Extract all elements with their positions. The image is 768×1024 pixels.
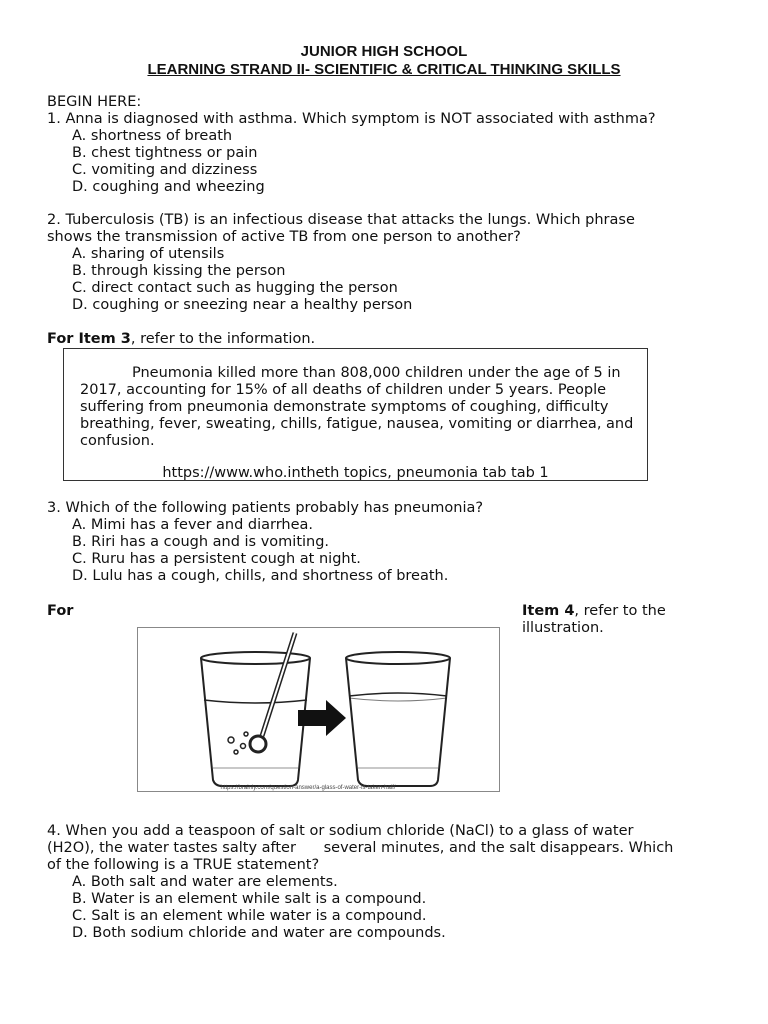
item4-reference-line2: illustration. [522, 620, 604, 636]
glass-of-water-icon [346, 652, 450, 786]
item4-reference [522, 603, 666, 620]
glasses-drawing [138, 628, 499, 791]
q2-option-a: A. sharing of utensils [72, 246, 225, 262]
q3-option-c: C. Ruru has a persistent cough at night. [72, 551, 361, 567]
item3-reference-text: , refer to the information. [130, 331, 316, 347]
illustration-caption: https://brainly.com/question-answer/a-glass-of-water-is-taken-half/ [220, 785, 396, 791]
q2-stem-line1: 2. Tuberculosis (TB) is an infectious disease that attacks the lungs. Which phrase [47, 212, 635, 228]
begin-here-label: BEGIN HERE: [47, 94, 142, 110]
salt-dissolving-illustration [137, 627, 500, 792]
learning-strand-title: LEARNING STRAND II- SCIENTIFIC & CRITICAL THINKING SKILLS [147, 61, 621, 78]
q1-option-d: D. coughing and wheezing [72, 179, 265, 195]
item4-reference-for: For [47, 603, 74, 619]
q4-option-d: D. Both sodium chloride and water are compounds. [72, 925, 446, 941]
q1-option-c: C. vomiting and dizziness [72, 162, 258, 178]
q4-stem-line2: (H2O), the water tastes salty after several minutes, and the salt disappears. Which [47, 840, 674, 856]
item4-reference-text: , refer to the [574, 603, 666, 619]
q4-option-c: C. Salt is an element while water is a compound. [72, 908, 427, 924]
q2-option-d: D. coughing or sneezing near a healthy person [72, 297, 413, 313]
pneumonia-info-source: https://www.who.intheth topics, pneumonia tab tab 1 [162, 465, 549, 481]
q4-stem-line3: of the following is a TRUE statement? [47, 857, 320, 873]
q3-stem: 3. Which of the following patients probably has pneumonia? [47, 500, 484, 516]
q1-option-b: B. chest tightness or pain [72, 145, 258, 161]
item3-reference [47, 331, 315, 348]
item3-reference-bold: For Item 3 [47, 331, 131, 347]
q2-option-b: B. through kissing the person [72, 263, 286, 279]
glass-with-spoon-icon [201, 633, 310, 786]
q2-option-c: C. direct contact such as hugging the person [72, 280, 398, 296]
item4-reference-bold: Item 4 [522, 603, 575, 619]
q3-option-a: A. Mimi has a fever and diarrhea. [72, 517, 314, 533]
q1-option-a: A. shortness of breath [72, 128, 233, 144]
q2-stem-line2: shows the transmission of active TB from one person to another? [47, 229, 521, 245]
q3-option-d: D. Lulu has a cough, chills, and shortness of breath. [72, 568, 449, 584]
q4-stem-line1: 4. When you add a teaspoon of salt or sodium chloride (NaCl) to a glass of water [47, 823, 634, 839]
q4-option-a: A. Both salt and water are elements. [72, 874, 338, 890]
school-level-title: JUNIOR HIGH SCHOOL [300, 43, 468, 60]
q1-stem: 1. Anna is diagnosed with asthma. Which symptom is NOT associated with asthma? [47, 111, 656, 127]
q3-option-b: B. Riri has a cough and is vomiting. [72, 534, 330, 550]
q4-option-b: B. Water is an element while salt is a compound. [72, 891, 427, 907]
pneumonia-info-box [63, 348, 648, 481]
pneumonia-info-text: Pneumonia killed more than 808,000 children under the age of 5 in 2017, accounting for 15% of all deaths of children under 5 years. People suffering from pneumonia demonstrate symptoms of coughing, difficulty breathing, fever, sweating, chills, fatigue, nausea, vomiting or diarrhea, and confusion. [80, 365, 634, 449]
